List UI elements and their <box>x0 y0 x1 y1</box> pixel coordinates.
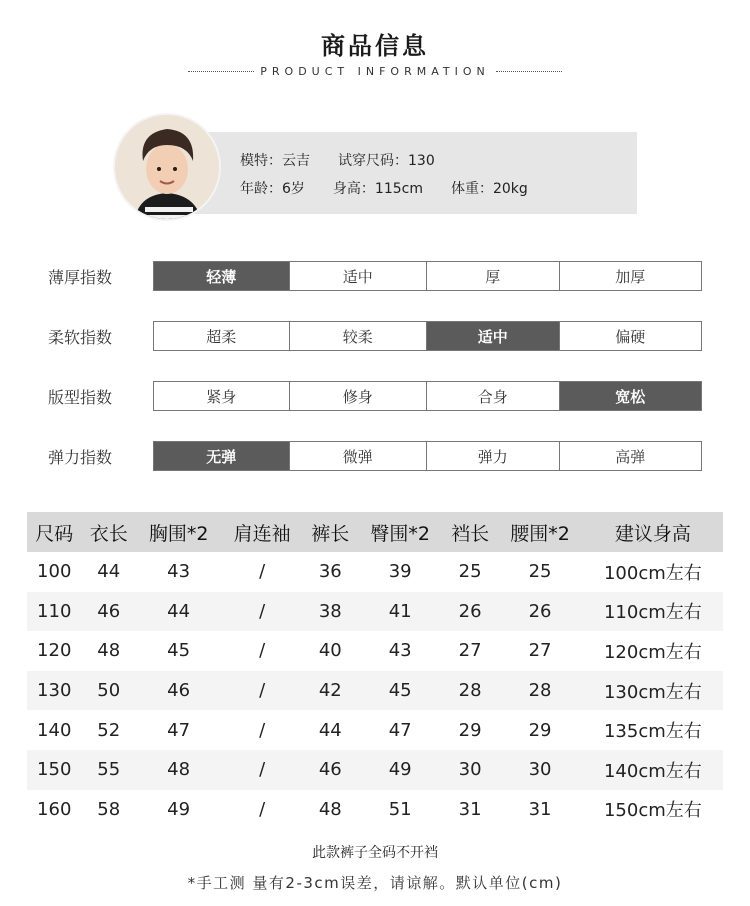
table-cell: 49 <box>358 750 443 790</box>
table-row <box>27 631 723 671</box>
table-cell: 25 <box>458 561 482 583</box>
table-cell: 135cm左右 <box>603 721 702 743</box>
model-weight: 体重：20kg <box>450 181 528 197</box>
table-cell: / <box>221 750 303 790</box>
table-cell: 51 <box>388 798 412 820</box>
table-cell: 50 <box>81 671 135 711</box>
table-cell: 55 <box>81 750 135 790</box>
table-cell: 160 <box>37 798 72 820</box>
table-cell: 44 <box>97 561 121 583</box>
table-cell: 150 <box>27 750 81 790</box>
table-row <box>27 710 723 750</box>
index-row-thickness <box>0 261 750 291</box>
table-cell: 100 <box>37 561 72 583</box>
table-cell: 150cm左右 <box>603 800 702 822</box>
size-table <box>27 512 723 829</box>
page-title: 商品信息 <box>321 32 429 60</box>
model-trial-size: 试穿尺码：130 <box>338 153 435 169</box>
table-cell: 43 <box>167 561 191 583</box>
table-cell: 29 <box>458 719 482 741</box>
column-header: 腰围*2 <box>497 512 582 552</box>
table-cell: 49 <box>167 798 191 820</box>
measurement-note: *手工测 量有2-3cm误差，请谅解。默认单位(cm) <box>187 874 563 892</box>
index-row-softness <box>0 321 750 351</box>
index-row-fit <box>0 381 750 411</box>
index-option: 微弹 <box>290 442 428 470</box>
index-option: 高弹 <box>615 447 646 466</box>
index-option: 合身 <box>427 382 560 410</box>
column-header: 胸围*2 <box>136 512 221 552</box>
table-cell: 110cm左右 <box>583 592 723 632</box>
pants-note: 此款裤子全码不开裆 <box>312 845 438 861</box>
index-option: 弹力 <box>427 442 560 470</box>
table-cell: 120cm左右 <box>603 641 702 663</box>
table-cell: 30 <box>497 750 582 790</box>
table-cell: 52 <box>97 719 121 741</box>
index-option: 偏硬 <box>615 327 646 346</box>
column-header: 建议身高 <box>583 512 723 552</box>
index-option: 无弹 <box>154 442 290 470</box>
table-cell: 26 <box>443 592 497 632</box>
table-cell: 25 <box>528 561 552 583</box>
index-row-elasticity <box>0 441 750 471</box>
table-cell: 110 <box>27 592 81 632</box>
index-scale <box>153 441 702 471</box>
model-line-2 <box>240 178 556 198</box>
model-line-1 <box>240 150 463 170</box>
index-option: 厚 <box>427 262 560 290</box>
index-option: 超柔 <box>154 322 290 350</box>
table-cell: 46 <box>303 750 357 790</box>
table-cell: 31 <box>528 798 552 820</box>
index-label: 弹力指数 <box>48 448 113 467</box>
index-scale <box>153 381 702 411</box>
index-label: 柔软指数 <box>48 328 113 347</box>
model-height: 身高：115cm <box>332 181 423 197</box>
subtitle-row <box>0 65 750 78</box>
model-age: 年龄：6岁 <box>240 181 305 197</box>
table-cell: 44 <box>136 592 221 632</box>
table-cell: 46 <box>136 671 221 711</box>
index-option: 较柔 <box>290 322 428 350</box>
table-cell: 27 <box>458 640 482 662</box>
divider-left <box>188 71 254 72</box>
column-header: 裤长 <box>303 512 357 552</box>
index-option: 修身 <box>290 382 428 410</box>
table-header-row <box>27 512 723 552</box>
table-cell: 120 <box>37 640 72 662</box>
table-cell: 44 <box>318 719 342 741</box>
table-cell: 130cm左右 <box>583 671 723 711</box>
table-cell: 30 <box>443 750 497 790</box>
table-cell: 26 <box>497 592 582 632</box>
index-option: 加厚 <box>615 267 646 286</box>
table-cell: 31 <box>458 798 482 820</box>
table-cell: / <box>259 719 266 741</box>
column-header: 尺码 <box>27 512 81 552</box>
index-option: 紧身 <box>154 382 290 410</box>
table-cell: / <box>259 561 266 583</box>
model-info-box <box>170 132 637 214</box>
table-cell: / <box>259 640 266 662</box>
table-cell: 28 <box>443 671 497 711</box>
table-row <box>27 592 723 632</box>
table-cell: 28 <box>497 671 582 711</box>
index-option: 宽松 <box>560 382 701 410</box>
index-scale <box>153 261 702 291</box>
table-cell: 38 <box>303 592 357 632</box>
table-row <box>27 750 723 790</box>
table-cell: 130 <box>27 671 81 711</box>
table-cell: 48 <box>136 750 221 790</box>
table-row <box>27 671 723 711</box>
table-cell: 140cm左右 <box>583 750 723 790</box>
index-option: 适中 <box>427 322 560 350</box>
table-cell: 36 <box>318 561 342 583</box>
table-cell: 40 <box>318 640 342 662</box>
table-cell: 29 <box>528 719 552 741</box>
table-cell: / <box>221 592 303 632</box>
table-cell: 45 <box>167 640 191 662</box>
table-cell: 45 <box>358 671 443 711</box>
table-cell: / <box>259 798 266 820</box>
table-cell: 41 <box>358 592 443 632</box>
column-header: 衣长 <box>81 512 135 552</box>
table-cell: 140 <box>37 719 72 741</box>
column-header: 臀围*2 <box>358 512 443 552</box>
table-cell: / <box>221 671 303 711</box>
table-row <box>27 552 723 592</box>
model-name: 模特：云吉 <box>240 153 310 169</box>
table-cell: 43 <box>388 640 412 662</box>
column-header: 肩连袖 <box>221 512 303 552</box>
table-cell: 100cm左右 <box>603 562 702 584</box>
table-cell: 48 <box>97 640 121 662</box>
table-cell: 47 <box>167 719 191 741</box>
table-cell: 58 <box>97 798 121 820</box>
table-cell: 27 <box>528 640 552 662</box>
index-scale <box>153 321 702 351</box>
table-cell: 48 <box>318 798 342 820</box>
index-option: 适中 <box>290 262 428 290</box>
model-avatar <box>113 113 221 221</box>
index-label: 版型指数 <box>48 388 113 407</box>
child-portrait-icon <box>115 115 219 219</box>
divider-right <box>496 71 562 72</box>
table-cell: 39 <box>388 561 412 583</box>
table-cell: 47 <box>388 719 412 741</box>
column-header: 裆长 <box>443 512 497 552</box>
index-option: 轻薄 <box>154 262 290 290</box>
index-label: 薄厚指数 <box>48 268 113 287</box>
table-cell: 42 <box>303 671 357 711</box>
table-row <box>27 790 723 830</box>
page-subtitle: PRODUCT INFORMATION <box>260 65 490 78</box>
table-cell: 46 <box>81 592 135 632</box>
